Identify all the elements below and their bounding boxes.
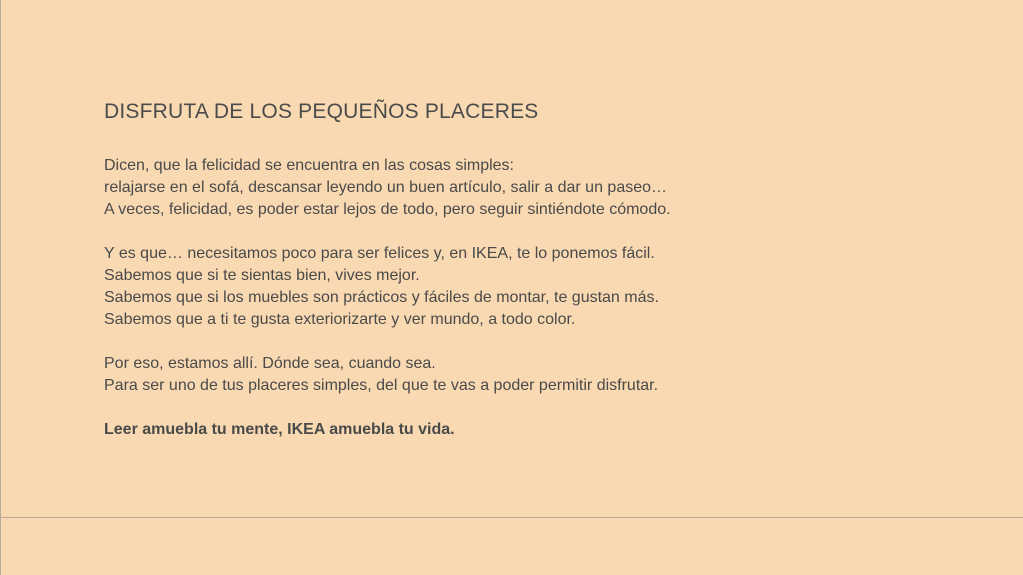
footer-divider xyxy=(1,517,1023,518)
body-line: relajarse en el sofá, descansar leyendo un buen artículo, salir a dar un paseo… xyxy=(104,179,668,196)
body-line: Sabemos que si los muebles son prácticos y fáciles de montar, te gustan más. xyxy=(104,289,659,306)
closing-line: Leer amuebla tu mente, IKEA amuebla tu vida. xyxy=(104,421,455,438)
body-line: Dicen, que la felicidad se encuentra en las cosas simples: xyxy=(104,157,514,174)
body-line: A veces, felicidad, es poder estar lejos de todo, pero seguir sintiéndote cómodo. xyxy=(104,201,671,218)
body-text xyxy=(104,155,964,441)
paragraph-gap xyxy=(104,221,964,243)
paragraph-gap xyxy=(104,397,964,419)
body-line: Y es que… necesitamos poco para ser felices y, en IKEA, te lo ponemos fácil. xyxy=(104,245,655,262)
body-line: Sabemos que si te sientas bien, vives mejor. xyxy=(104,267,420,284)
slide-content xyxy=(104,98,964,441)
slide-title: DISFRUTA DE LOS PEQUEÑOS PLACERES xyxy=(104,100,539,123)
body-line: Sabemos que a ti te gusta exteriorizarte y ver mundo, a todo color. xyxy=(104,311,576,328)
paragraph-gap xyxy=(104,331,964,353)
body-line: Por eso, estamos allí. Dónde sea, cuando sea. xyxy=(104,355,436,372)
body-line: Para ser uno de tus placeres simples, del que te vas a poder permitir disfrutar. xyxy=(104,377,659,394)
